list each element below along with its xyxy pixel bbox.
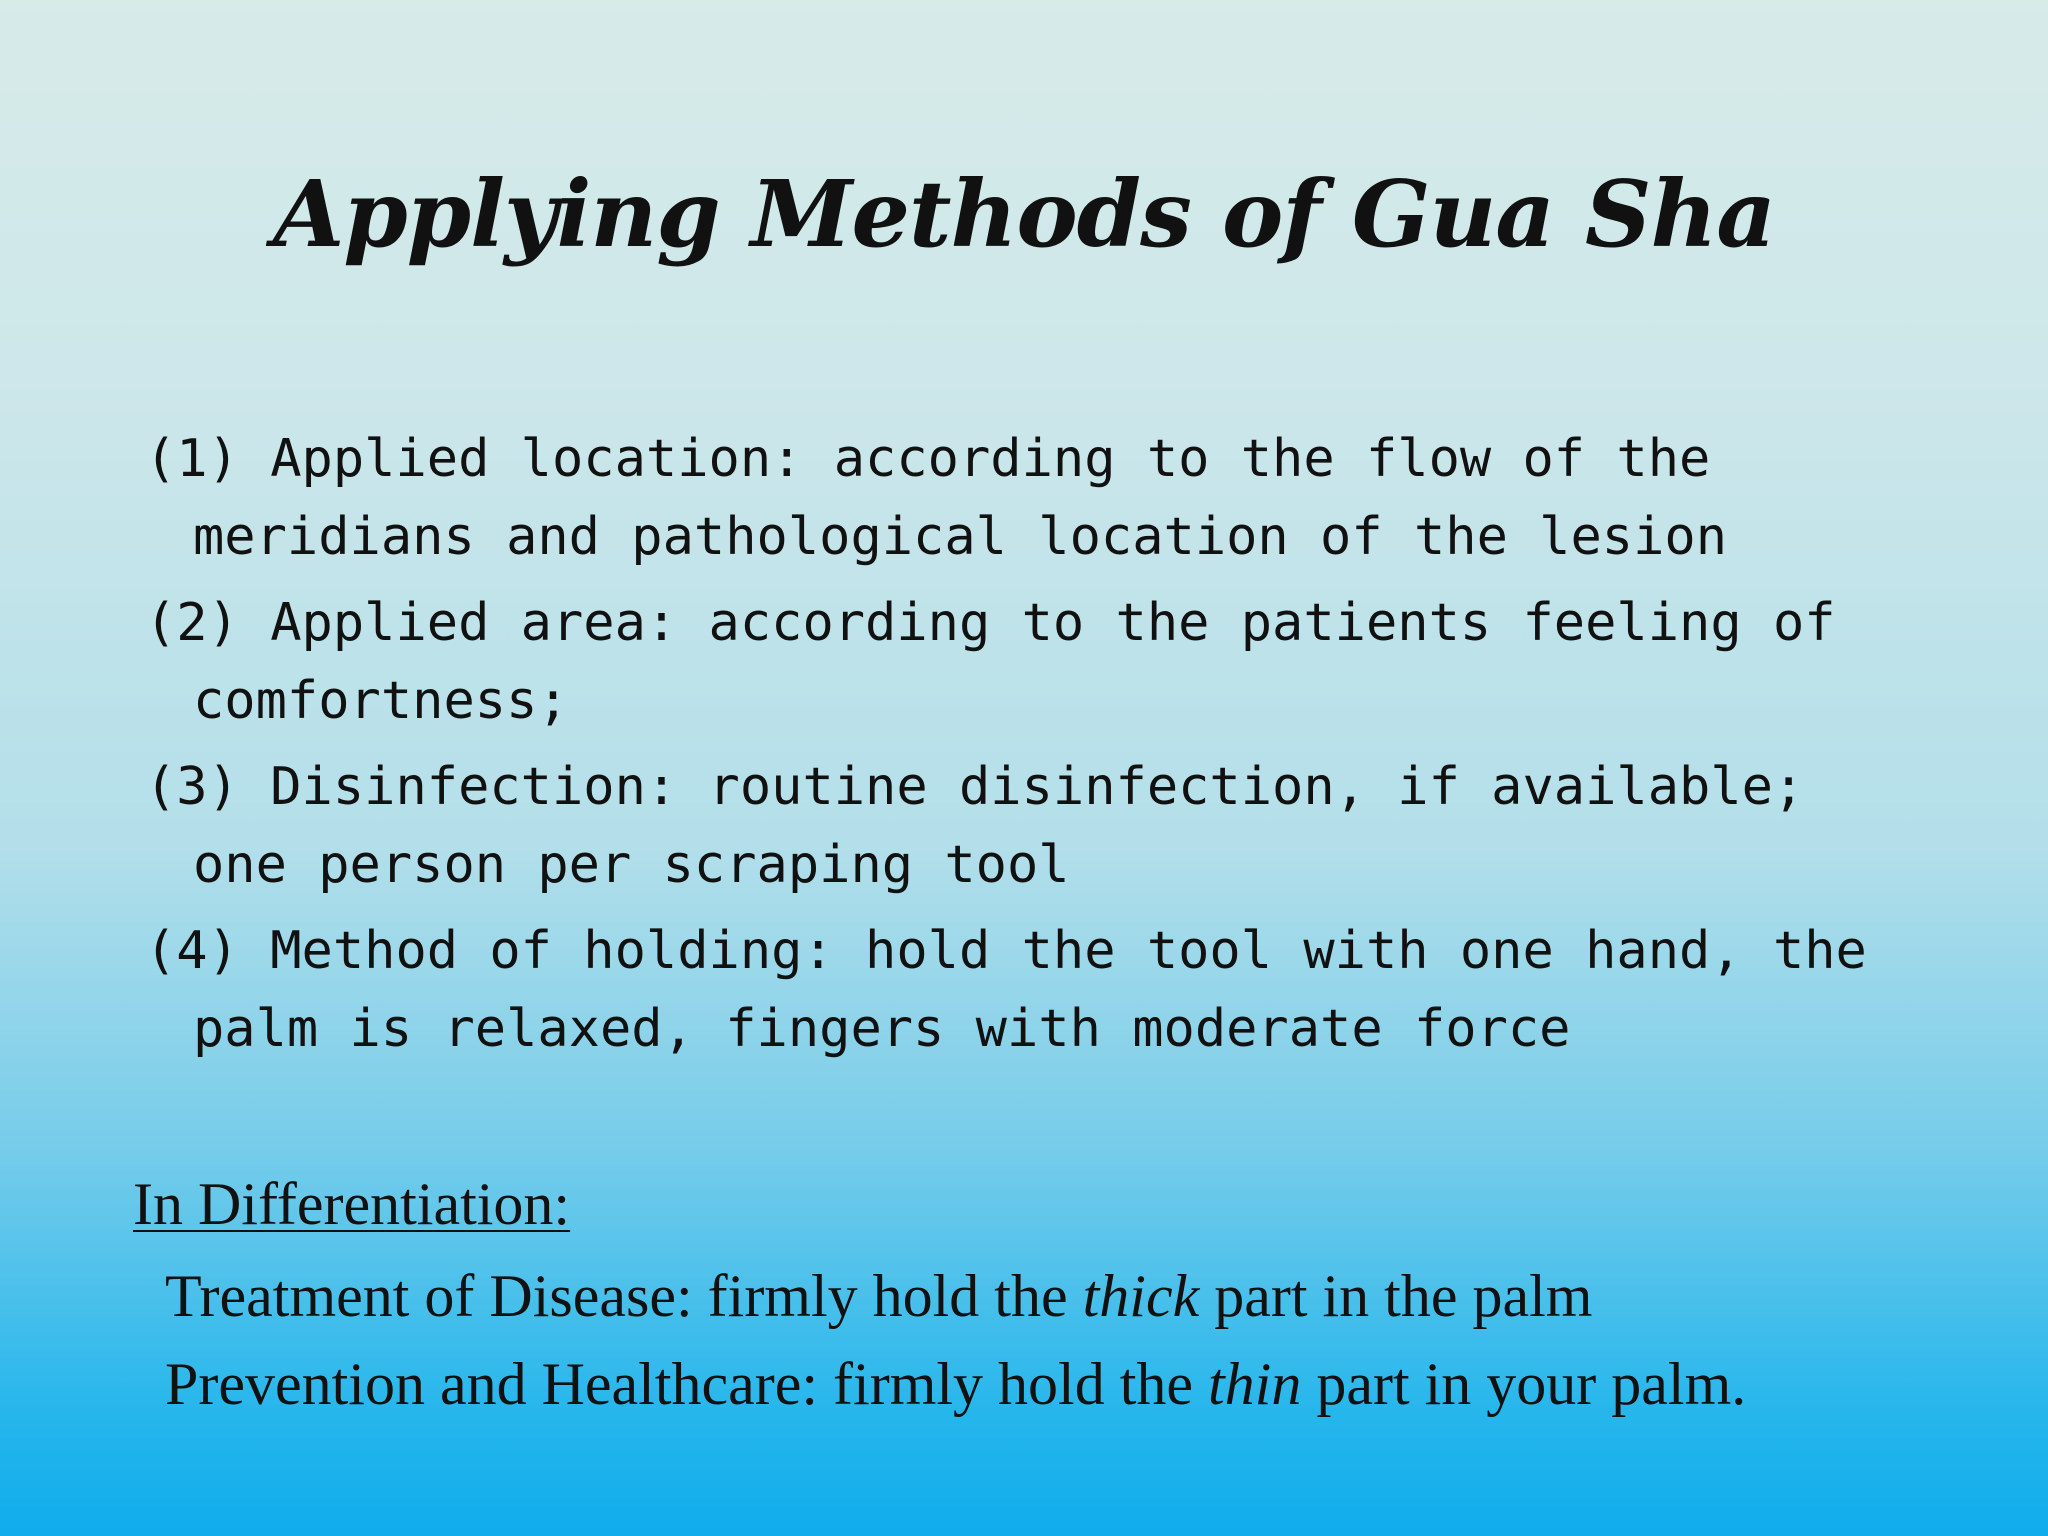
- method-point-line: palm is relaxed, fingers with moderate force: [193, 999, 1571, 1059]
- method-points-list: [145, 420, 2005, 1076]
- differentiation-heading: In Differentiation:: [133, 1171, 571, 1237]
- method-point-3: [145, 748, 2005, 904]
- method-point-line: comfortness;: [193, 671, 569, 731]
- treatment-text-end: part in the palm: [1199, 1263, 1593, 1329]
- method-point-line: (4) Method of holding: hold the tool with one hand, the: [145, 921, 1867, 981]
- prevention-text: Prevention and Healthcare: firmly hold the: [165, 1351, 1208, 1417]
- method-point-line: meridians and pathological location of the lesion: [193, 507, 1728, 567]
- method-point-line: (3) Disinfection: routine disinfection, if available;: [145, 757, 1805, 817]
- method-point-4: [145, 912, 2005, 1068]
- treatment-emphasis: thick: [1082, 1263, 1200, 1329]
- method-point-2: [145, 584, 2005, 740]
- treatment-text: Treatment of Disease: firmly hold the: [165, 1263, 1083, 1329]
- method-point-1: [145, 420, 2005, 576]
- method-point-line: (1) Applied location: according to the flow of the: [145, 429, 1711, 489]
- slide-title: Applying Methods of Gua Sha: [273, 160, 1775, 268]
- prevention-text-end: part in your palm.: [1301, 1351, 1747, 1417]
- prevention-emphasis: thin: [1208, 1351, 1302, 1417]
- prevention-line: [165, 1350, 1746, 1419]
- treatment-line: [165, 1262, 1592, 1331]
- method-point-line: one person per scraping tool: [193, 835, 1070, 895]
- method-point-line: (2) Applied area: according to the patients feeling of: [145, 593, 1836, 653]
